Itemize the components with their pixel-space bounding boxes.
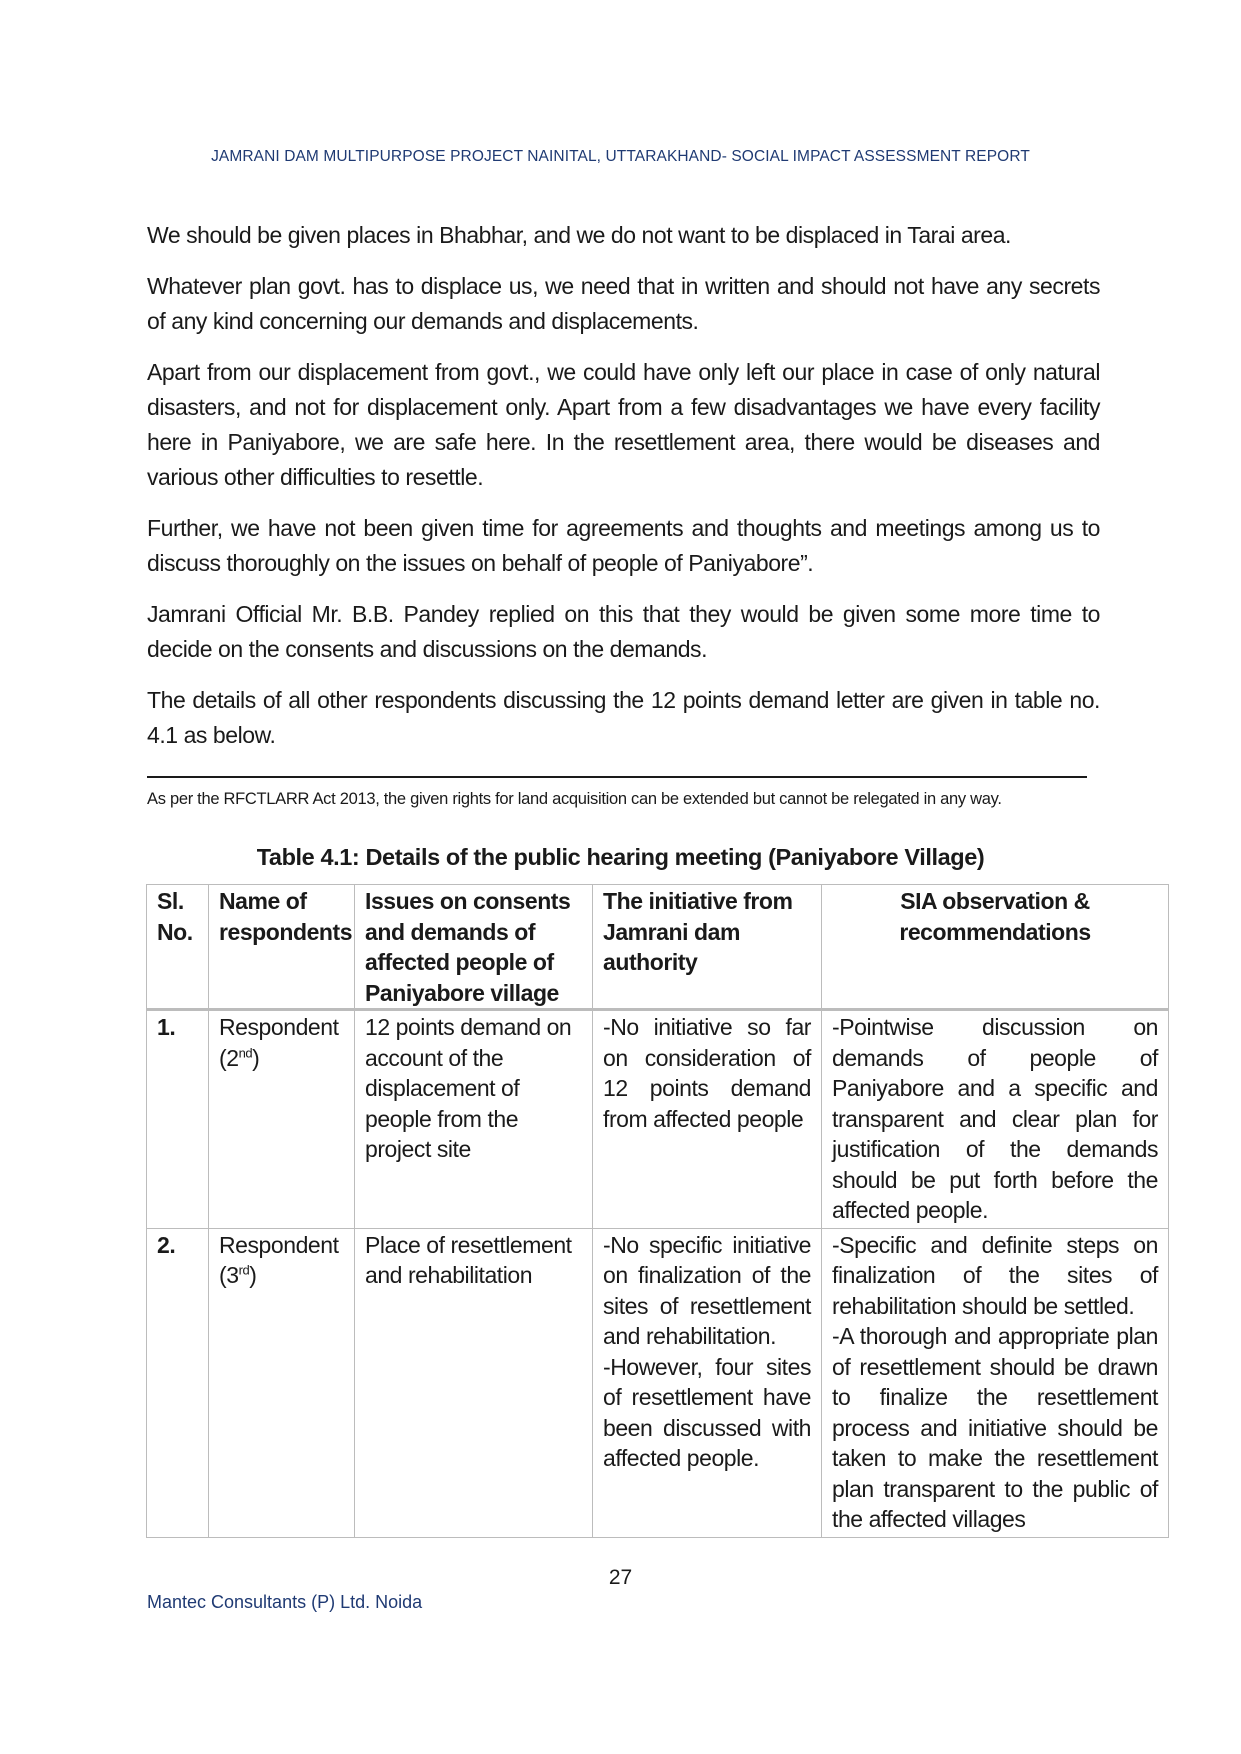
- header-sia: SIA observation & recommendations: [822, 885, 1169, 1010]
- company-footer: Mantec Consultants (P) Ltd. Noida: [147, 1592, 423, 1612]
- running-header: JAMRANI DAM MULTIPURPOSE PROJECT NAINITAL, UTTARAKHAND- SOCIAL IMPACT ASSESSMENT REPORT: [211, 148, 1030, 165]
- respondent-label: Respondent: [219, 1014, 339, 1040]
- paragraph: The details of all other respondents discussing the 12 points demand letter are given in table no. 4.1 as below.: [147, 687, 1100, 748]
- cell-initiative: [593, 1228, 822, 1537]
- sia-line: -Pointwise discussion on demands of people of Paniyabore and a specific and transparent and clear plan for justification of the demands should be put forth before the affected people.: [832, 1014, 1158, 1223]
- cell-issues: Place of resettlement and rehabilitation: [355, 1228, 593, 1537]
- hearing-details-table: [146, 884, 1169, 1538]
- ordinal-close: ): [252, 1044, 260, 1071]
- paragraph: Jamrani Official Mr. B.B. Pandey replied on this that they would be given some more time to decide on the consents and discussions on the demands.: [147, 601, 1100, 662]
- sia-line: -A thorough and appropriate plan of resettlement should be drawn to finalize the resettlement process and initiative should be taken to make the resettlement plan transparent to the public of the affected villages: [832, 1323, 1158, 1532]
- header-name: Name of respondents: [209, 885, 355, 1010]
- sia-line: -Specific and definite steps on finalization of the sites of rehabilitation should be settled.: [832, 1231, 1158, 1319]
- paragraph: Further, we have not been given time for agreements and thoughts and meetings among us to discuss thoroughly on the issues on behalf of people of Paniyabore”.: [147, 515, 1100, 576]
- header-initiative: The initiative from Jamrani dam authority: [593, 885, 822, 1010]
- page-number: 27: [608, 1566, 633, 1589]
- cell-issues: 12 points demand on account of the displacement of people from the project site: [355, 1010, 593, 1229]
- table-header-row: [147, 885, 1169, 1010]
- table-row: [147, 1010, 1169, 1229]
- respondent-label: Respondent: [219, 1231, 339, 1258]
- ordinal-close: ): [249, 1262, 257, 1288]
- footnote: As per the RFCTLARR Act 2013, the given rights for land acquisition can be extended but cannot be relegated in any way.: [147, 790, 1002, 808]
- cell-sl-no: 2.: [147, 1228, 209, 1537]
- cell-initiative: [593, 1010, 822, 1229]
- paragraph: Whatever plan govt. has to displace us, we need that in written and should not have any secrets of any kind concerning our demands and displacements.: [147, 273, 1100, 334]
- header-sl-no: Sl. No.: [147, 885, 209, 1010]
- ordinal-num: (2: [219, 1044, 239, 1071]
- cell-respondent: [209, 1228, 355, 1537]
- paragraph: We should be given places in Bhabhar, and we do not want to be displaced in Tarai area.: [147, 222, 1011, 248]
- cell-sia: [822, 1228, 1169, 1537]
- initiative-line: -No initiative so far on consideration of 12 points demand from affected people: [603, 1014, 811, 1132]
- ordinal-num: (3: [219, 1262, 239, 1288]
- cell-respondent: [209, 1010, 355, 1229]
- cell-sl-no: 1.: [147, 1010, 209, 1229]
- header-issues: Issues on consents and demands of affected people of Paniyabore village: [355, 885, 593, 1010]
- body-text: [147, 218, 1100, 769]
- ordinal-suffix: nd: [238, 1044, 253, 1060]
- initiative-line: -No specific initiative on finalization of the sites of resettlement and rehabilitation.: [603, 1231, 811, 1349]
- table-caption: Table 4.1: Details of the public hearing meeting (Paniyabore Village): [256, 844, 985, 870]
- paragraph: Apart from our displacement from govt., we could have only left our place in case of only natural disasters, and not for displacement only. Apart from a few disadvantages we have every facility here in Paniyabore, we are safe here. In the resettlement area, there would be diseases and various other difficulties to resettle.: [147, 359, 1100, 490]
- initiative-line: -However, four sites of resettlement have been discussed with affected people.: [603, 1353, 811, 1471]
- table-row: [147, 1228, 1169, 1537]
- ordinal-suffix: rd: [238, 1262, 250, 1278]
- footnote-rule: [147, 776, 1087, 778]
- cell-sia: [822, 1010, 1169, 1229]
